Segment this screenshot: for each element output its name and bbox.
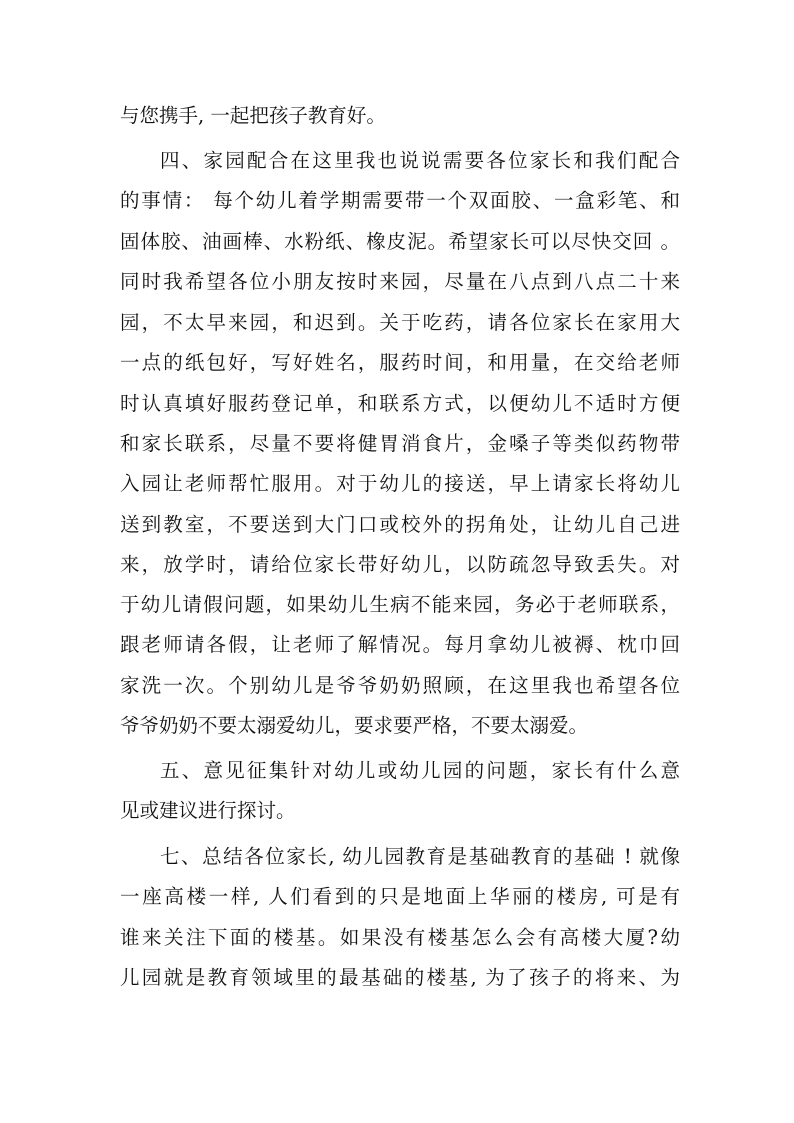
text-line-19: 七、总结各位家长, 幼儿园教育是基础教育的基础 ! 就像 bbox=[160, 845, 680, 868]
text-line-18: 见或建议进行探讨。 bbox=[120, 799, 296, 822]
text-line-2: 四、家园配合在这里我也说说需要各位家长和我们配合 bbox=[160, 149, 680, 172]
text-line-5: 同时我希望各位小朋友按时来园，尽量在八点到八点二十来 bbox=[120, 270, 680, 293]
text-line-22: 儿园就是教育领域里的最基础的楼基, 为了孩子的将来、为 bbox=[120, 966, 680, 989]
text-line-9: 和家长联系，尽量不要将健胃消食片，金嗓子等类似药物带 bbox=[120, 432, 680, 455]
text-line-11: 送到教室，不要送到大门口或校外的拐角处，让幼儿自己进 bbox=[120, 513, 680, 536]
text-line-7: 一点的纸包好，写好姓名，服药时间，和用量，在交给老师 bbox=[120, 351, 680, 374]
text-line-8: 时认真填好服药登记单，和联系方式，以便幼儿不适时方便 bbox=[120, 392, 680, 415]
text-line-12: 来，放学时，请给位家长带好幼儿，以防疏忽导致丢失。对 bbox=[120, 553, 680, 576]
text-line-20: 一座高楼一样, 人们看到的只是地面上华丽的楼房, 可是有 bbox=[120, 885, 680, 908]
text-line-14: 跟老师请各假，让老师了解情况。每月拿幼儿被褥、枕巾回 bbox=[120, 633, 680, 656]
text-line-16: 爷爷奶奶不要太溺爱幼儿，要求要严格，不要太溺爱。 bbox=[120, 714, 589, 737]
text-line-15: 家洗一次。个别幼儿是爷爷奶奶照顾，在这里我也希望各位 bbox=[120, 674, 680, 697]
text-line-13: 于幼儿请假问题，如果幼儿生病不能来园，务必于老师联系， bbox=[120, 593, 680, 616]
text-line-21: 谁来关注下面的楼基。如果没有楼基怎么会有高楼大厦?幼 bbox=[120, 926, 680, 949]
text-line-10: 入园让老师帮忙服用。对于幼儿的接送，早上请家长将幼儿 bbox=[120, 472, 680, 495]
text-line-4: 固体胶、油画棒、水粉纸、橡皮泥。希望家长可以尽快交回 。 bbox=[120, 230, 680, 253]
text-line-1: 与您携手, 一起把孩子教育好。 bbox=[120, 104, 386, 127]
text-line-6: 园，不太早来园，和迟到。关于吃药，请各位家长在家用大 bbox=[120, 311, 680, 334]
text-line-3: 的事情： 每个幼儿着学期需要带一个双面胶、一盒彩笔、和 bbox=[120, 189, 680, 212]
text-line-17: 五、意见征集针对幼儿或幼儿园的问题，家长有什么意 bbox=[160, 759, 680, 782]
